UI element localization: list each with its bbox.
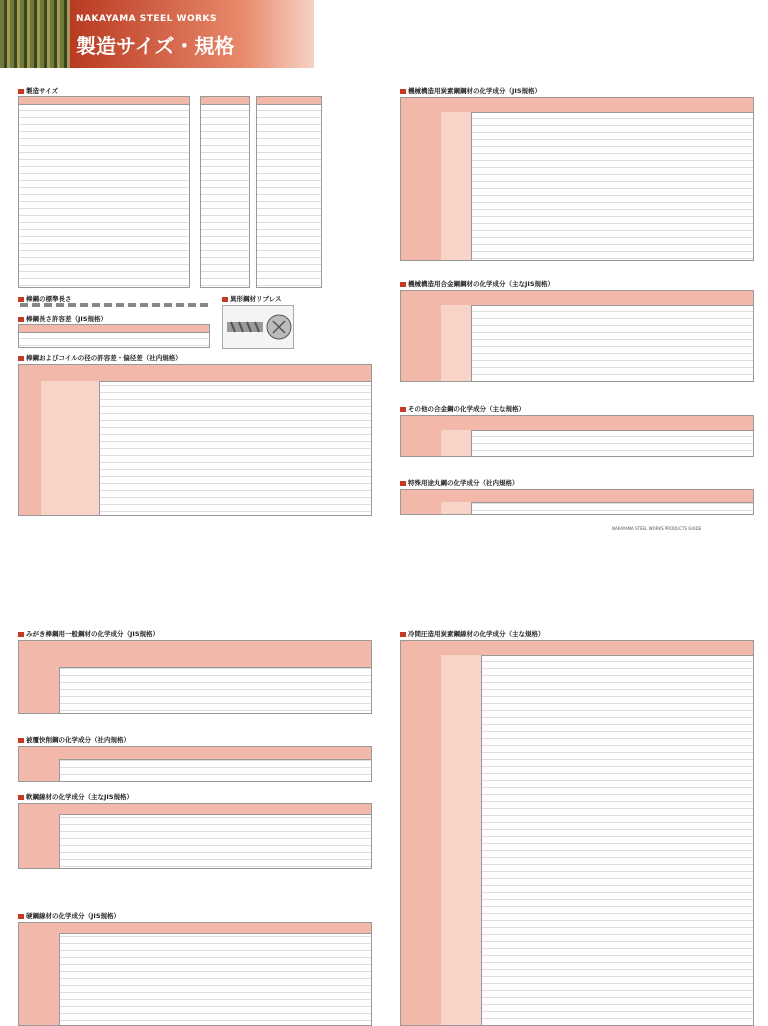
alloy-steel-heading: 機械構造用合金鋼鋼材の化学成分（主なJIS規格）: [400, 279, 554, 288]
company-name: NAKAYAMA STEEL WORKS: [76, 14, 218, 24]
polished-bar-heading: みがき棒鋼用一般鋼材の化学成分（JIS規格）: [18, 629, 159, 638]
page-title: 製造サイズ・規格: [76, 34, 235, 58]
hard-wire-heading: 硬鋼線材の化学成分（JIS規格）: [18, 911, 120, 920]
header-photo: [0, 0, 70, 68]
sizes-heading: 製造サイズ: [18, 86, 58, 95]
standard-length-heading: 棒鋼の標準長さ: [18, 294, 72, 303]
mild-wire-table: [18, 803, 372, 869]
deformed-bar-icon: [222, 305, 294, 349]
other-alloy-heading: その他の合金鋼の化学成分（主な規格）: [400, 404, 525, 413]
guide-footer: NAKAYAMA STEEL WORKS PRODUCTS GUIDE: [612, 526, 702, 531]
sizes-table-deformed: [256, 96, 322, 288]
polished-bar-table: [18, 640, 372, 714]
cold-heading-heading: 冷間圧造用炭素鋼線材の化学成分（主な規格）: [400, 629, 545, 638]
standard-length-values: [20, 303, 210, 307]
deformed-shape-heading: 異形鋼材リブレス: [222, 294, 282, 303]
mild-wire-heading: 軟鋼線材の化学成分（主なJIS規格）: [18, 792, 133, 801]
sizes-table: [18, 96, 190, 288]
carbon-steel-heading: 機械構造用炭素鋼鋼材の化学成分（JIS規格）: [400, 86, 541, 95]
hard-wire-table: [18, 922, 372, 1026]
free-cutting-heading: 被覆快削鋼の化学成分（社内規格）: [18, 735, 130, 744]
tolerance-heading: 棒鋼およびコイルの径の許容差・偏径差（社内規格）: [18, 353, 182, 362]
special-round-table: [400, 489, 754, 515]
length-spec-heading: 棒鋼長さ許容差（JIS規格）: [18, 314, 107, 323]
special-round-heading: 特殊用途丸鋼の化学成分（社内規格）: [400, 478, 519, 487]
alloy-steel-table: [400, 290, 754, 382]
other-alloy-table: [400, 415, 754, 457]
cold-heading-table: [400, 640, 754, 1026]
free-cutting-table: [18, 746, 372, 782]
carbon-steel-table: [400, 97, 754, 261]
sizes-table-coil: [200, 96, 250, 288]
tolerance-table: [18, 364, 372, 516]
length-spec-table: [18, 324, 210, 348]
